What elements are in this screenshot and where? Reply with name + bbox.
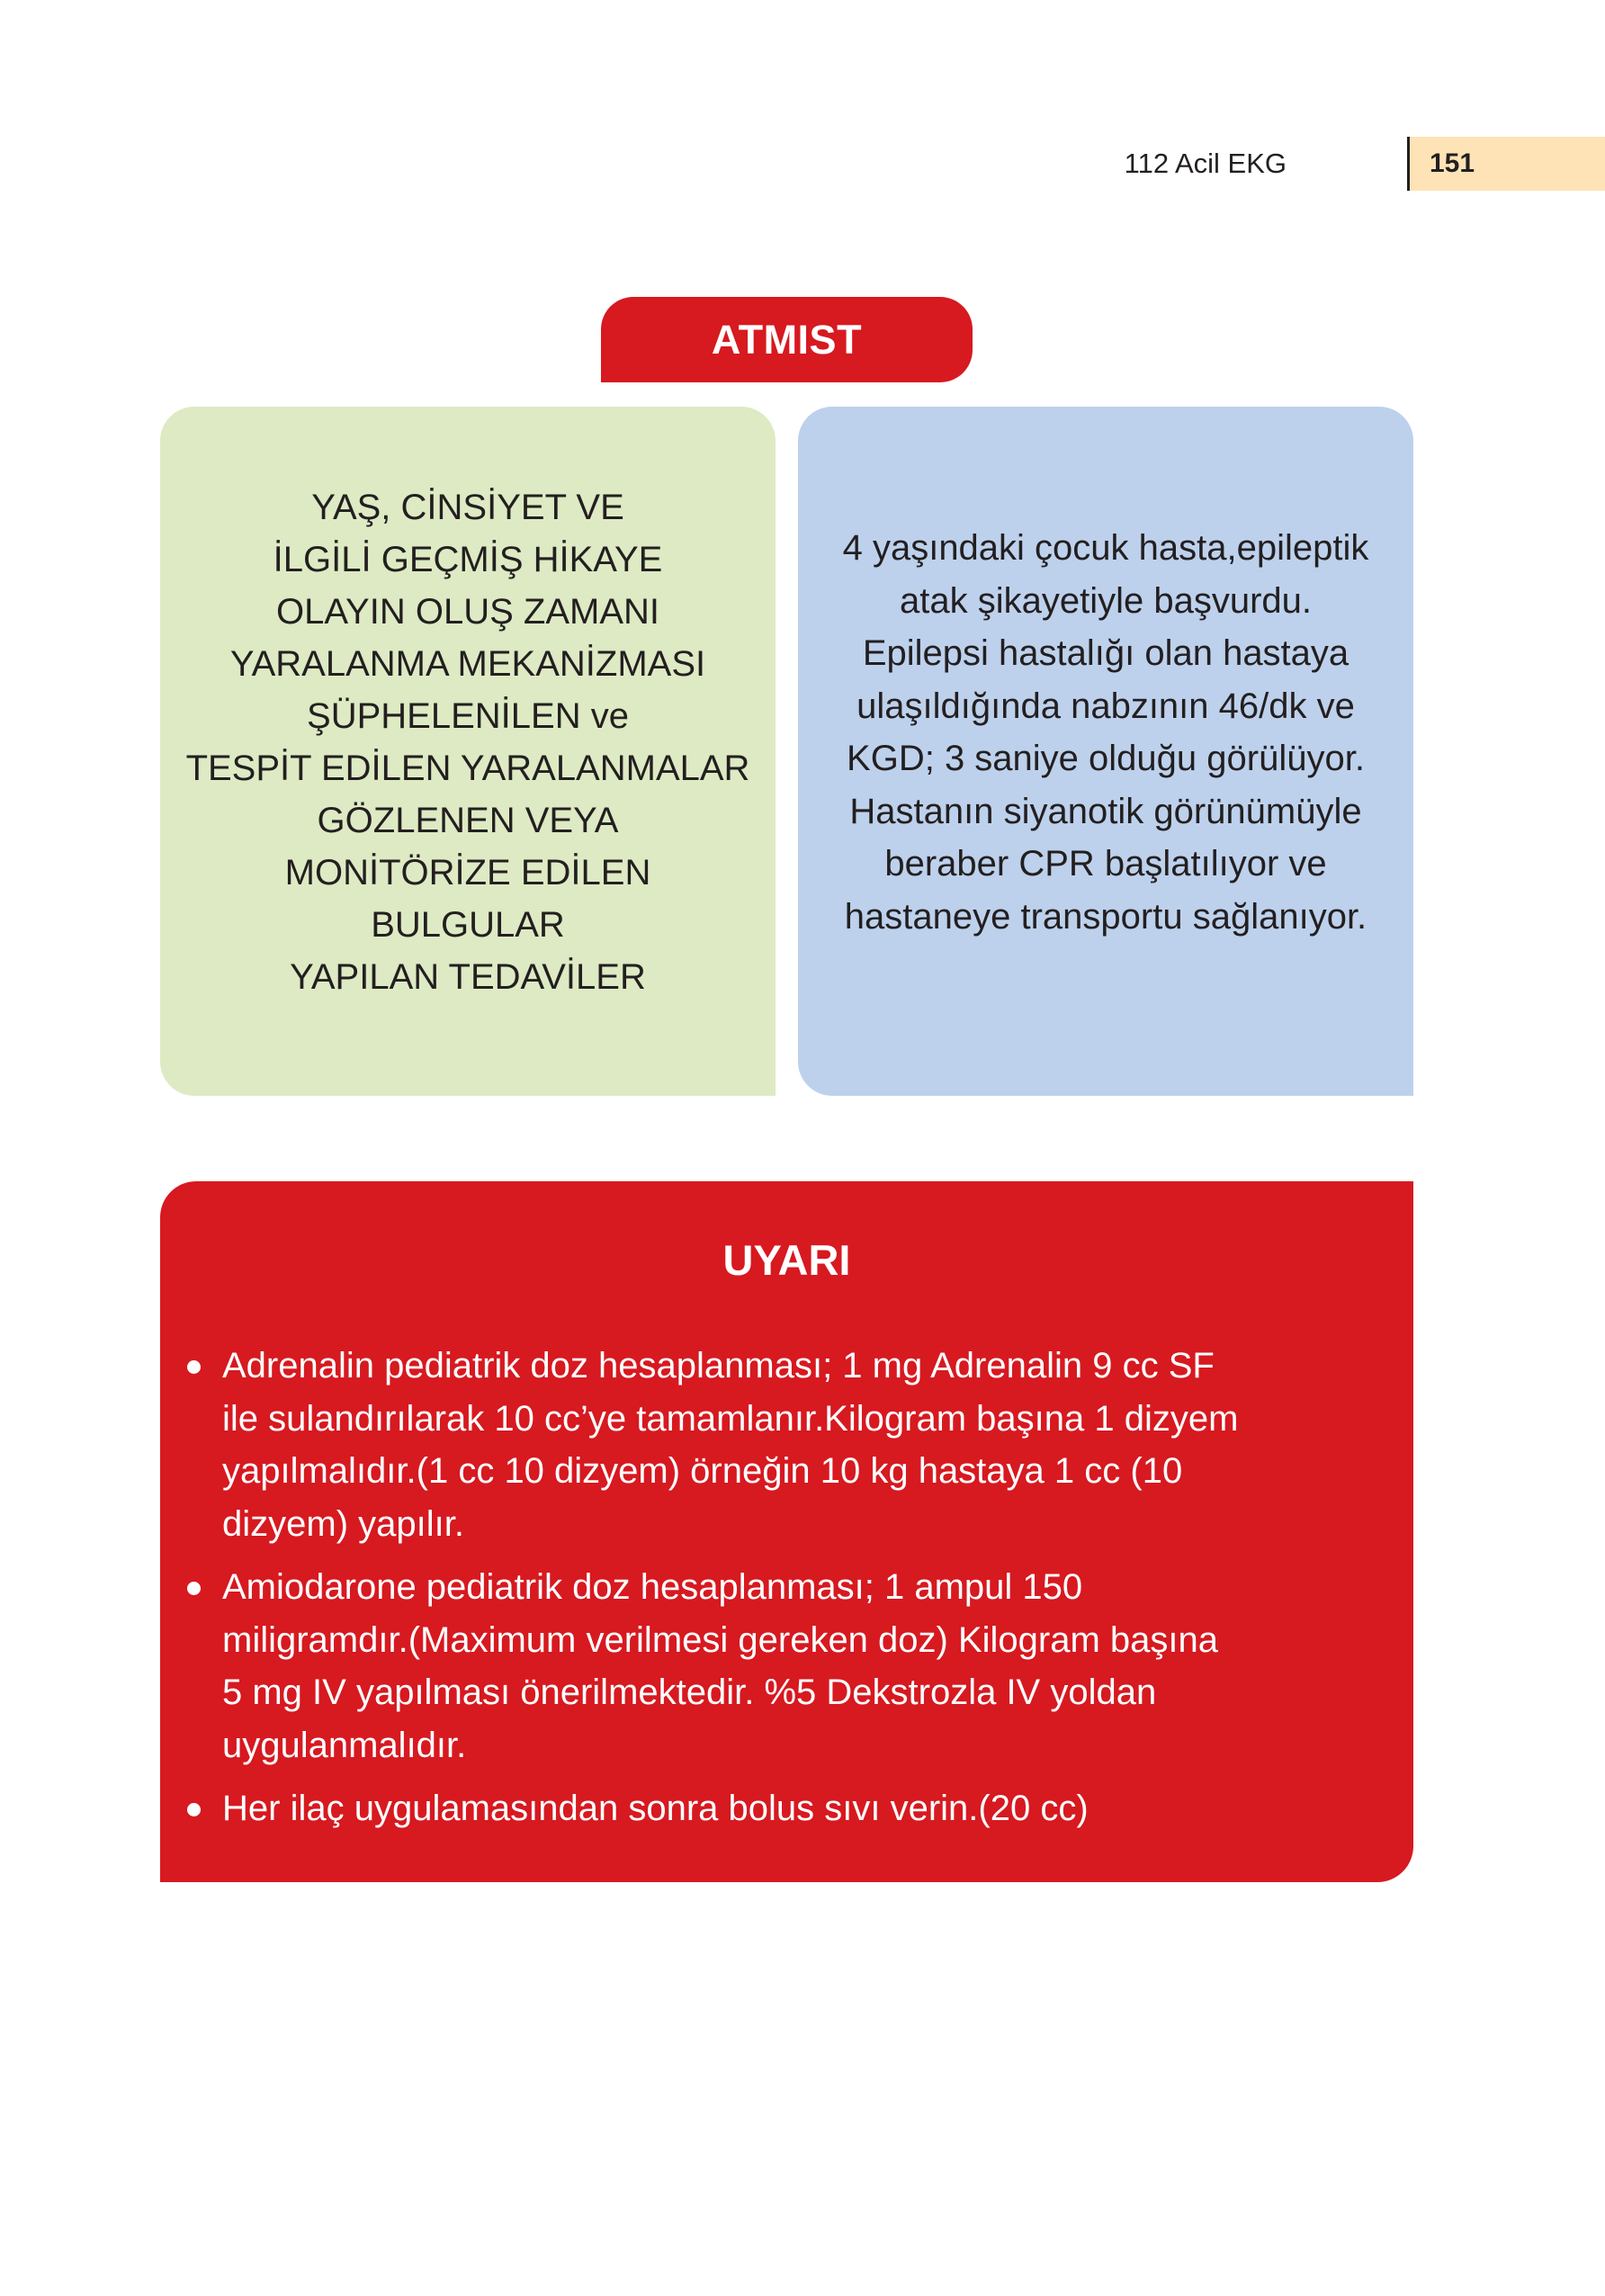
warning-line: dizyem) yapılır.	[222, 1503, 464, 1544]
category-line: YAŞ, CİNSİYET VE	[311, 488, 624, 527]
case-line: Epilepsi hastalığı olan hastaya	[862, 633, 1349, 673]
category-line: YAPILAN TEDAVİLER	[290, 957, 646, 997]
case-line: hastaneye transportu sağlanıyor.	[844, 896, 1367, 937]
warning-item	[160, 1782, 1413, 1835]
atmist-categories-text	[186, 481, 750, 1003]
warning-line: Her ilaç uygulamasından sonra bolus sıvı verin.(20 cc)	[222, 1789, 1089, 1828]
case-line: ulaşıldığında nabzının 46/dk ve	[856, 686, 1355, 726]
bullet-icon	[187, 1582, 201, 1595]
atmist-categories-panel	[160, 407, 776, 1096]
category-line: ŞÜPHELENİLEN ve	[307, 696, 629, 736]
case-line: beraber CPR başlatılıyor ve	[884, 844, 1327, 883]
warning-list	[160, 1340, 1413, 1846]
warning-item	[160, 1340, 1413, 1550]
category-line: GÖZLENEN VEYA	[317, 801, 619, 840]
atmist-title: ATMIST	[711, 316, 863, 363]
warning-line: Adrenalin pediatrik doz hesaplanması; 1 mg Adrenalin 9 cc SF	[222, 1346, 1215, 1386]
warning-line: 5 mg IV yapılması önerilmektedir. %5 Dekstrozla IV yoldan	[222, 1673, 1157, 1712]
case-line: 4 yaşındaki çocuk hasta,epileptik	[842, 528, 1369, 568]
case-description-panel	[798, 407, 1413, 1096]
warning-line: miligramdır.(Maximum verilmesi gereken doz) Kilogram başına	[222, 1619, 1219, 1660]
category-line: İLGİLİ GEÇMİŞ HİKAYE	[273, 540, 663, 579]
category-line: BULGULAR	[371, 905, 565, 945]
category-line: OLAYIN OLUŞ ZAMANI	[275, 592, 659, 632]
page-number: 151	[1430, 148, 1475, 178]
running-header-title: 112 Acil EKG	[1124, 148, 1287, 179]
atmist-heading-tab	[601, 297, 973, 382]
warning-box	[160, 1181, 1413, 1882]
warning-line: uygulanmalıdır.	[222, 1725, 467, 1765]
case-line: atak şikayetiyle başvurdu.	[899, 580, 1312, 621]
warning-line: yapılmalıdır.(1 cc 10 dizyem) örneğin 10 kg hastaya 1 cc (10	[222, 1451, 1183, 1491]
warning-item	[160, 1561, 1413, 1771]
category-line: MONİTÖRİZE EDİLEN	[284, 853, 651, 892]
bullet-icon	[187, 1360, 201, 1374]
warning-line: Amiodarone pediatrik doz hesaplanması; 1 ampul 150	[222, 1567, 1083, 1607]
case-line: Hastanın siyanotik görünümüyle	[849, 791, 1362, 831]
page-number-tab	[1410, 137, 1605, 191]
case-line: KGD; 3 saniye olduğu görülüyor.	[847, 739, 1365, 778]
category-line: TESPİT EDİLEN YARALANMALAR	[185, 749, 750, 788]
category-line: YARALANMA MEKANİZMASI	[229, 644, 706, 684]
warning-line: ile sulandırılarak 10 cc’ye tamamlanır.Kilogram başına 1 dizyem	[222, 1398, 1239, 1439]
case-description-text	[843, 522, 1369, 943]
bullet-icon	[187, 1803, 201, 1816]
warning-title: UYARI	[722, 1236, 851, 1284]
